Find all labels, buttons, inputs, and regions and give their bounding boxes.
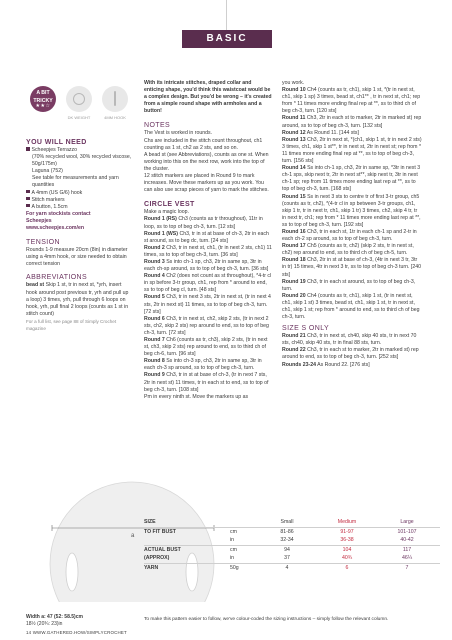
round-label: Round 21	[282, 333, 306, 340]
size-table-cell: 4	[285, 565, 289, 571]
round-text: Ch3, 2tr in st at base of ch-3, (4tr in next 3 tr, 3tr in tr) 15 times, 4tr in next 3 tr, ss to top of beg ch-3 turn. [240 sts]	[282, 257, 421, 278]
round-text: Ch2 (does not count as st throughout), *4-tr cl in sp before 3-tr group, ch1, rep from * around to end, ss to top of beg cl, turn. [48 sts]	[144, 273, 272, 294]
round-instruction	[282, 194, 422, 229]
width-cm: Width a: 47 (52: 58.5)cm	[26, 614, 83, 620]
round-label: Round 20	[282, 292, 306, 299]
size-table-cell: 32-34	[280, 537, 294, 543]
abbreviation-entry	[26, 282, 132, 317]
round-label: Round 8	[144, 358, 165, 365]
stockists-line-1: For yarn stockists contact	[26, 210, 91, 217]
page-footer: 14 WWW.GATHERED.HOW/SIMPLYCROCHET	[26, 630, 127, 635]
size-table-cell: 104	[342, 547, 352, 553]
round-list	[282, 80, 422, 321]
difficulty-line-2: TRICKY	[33, 98, 53, 104]
size-table-cell: 36-38	[340, 537, 354, 543]
abbreviations-heading: ABBREVIATIONS	[26, 274, 88, 282]
round-instruction	[282, 137, 422, 165]
pattern-badges	[26, 86, 134, 134]
materials-list	[26, 147, 132, 232]
size-table-row	[144, 563, 440, 572]
round-instruction	[144, 358, 272, 372]
size-table-cell: in	[230, 555, 235, 561]
round-text: Ch3, 2tr in next st, *(ch1, skip 1 st, tr in next 2 sts) 3 times, ch1, skip 1 st**, tr in next st, 2tr in next st; rep from * 11 times more ending final rep at **, ss to top of beg ch-3, turn. [156 sts]	[282, 136, 422, 165]
round-list	[144, 216, 272, 400]
pattern-column-right	[282, 80, 422, 369]
size-table-cell: YARN	[144, 565, 159, 571]
size-table-header: SIZE Small Medium Large	[144, 519, 414, 525]
bullet-square-icon	[26, 197, 30, 201]
round-text: Ch3 (counts as tr throughout), 11tr in loop, ss to top of beg ch-3, turn. [12 sts]	[144, 216, 263, 230]
size-table-cell: 50g	[230, 565, 239, 571]
round-text: Ss in next 3 sts to centre tr of first 3-tr group, ch5 (counts as tr, ch2), *(4-tr cl in sp between 3-tr groups, ch1, skip 1 tr, tr in next tr, ch1, skip 1 tr) 3 times, ch2, skip 4 tr, tr in next tr, ch1; rep from * 11 times more ending last rep at **, ss to top of beg ch-3, turn. [192 sts]	[282, 193, 421, 228]
size-s-round-list	[282, 333, 422, 368]
size-table-note: To make this pattern easier to follow, we've colour-coded the sizing instructions – simply follow the relevant column.	[144, 617, 389, 622]
size-table-row	[144, 554, 440, 563]
round-instruction	[282, 243, 422, 257]
note-item: Chs are included in the stitch count throughout, ch1 counting as 1 st, ch2 as 2 sts, and so on.	[144, 137, 263, 151]
size-s-heading: SIZE S ONLY	[282, 325, 330, 333]
size-table-cell: 46¼	[401, 555, 413, 561]
size-table-cell: 6	[345, 565, 349, 571]
yarn-ball-icon	[73, 93, 85, 105]
round-instruction	[282, 130, 422, 137]
round-label: Round 4	[144, 273, 165, 280]
round-label: Round 6	[144, 315, 165, 322]
bullet-square-icon	[26, 147, 30, 151]
round-label: Round 16	[282, 228, 306, 235]
round-label: Round 19	[282, 278, 306, 285]
round-text: Ch3, tr in next st, ch40, skip 40 sts, tr in next 70 sts, ch40, skip 40 sts, tr in final 88 sts, turn.	[282, 333, 417, 347]
round-label: Round 7	[144, 337, 165, 343]
round-instruction	[282, 279, 422, 293]
round-label: Round 12	[282, 129, 306, 136]
round-instruction	[282, 115, 422, 129]
round-instruction	[144, 216, 272, 230]
round-instruction	[144, 337, 272, 358]
round-text: Ch3, tr in next st, ch2, skip 2 sts, (tr in next 2 sts, ch2, skip 2 sts) rep around to end, ss to top of beg ch-3, turn. [72 sts]	[144, 315, 269, 336]
round-label: Round 18	[282, 257, 306, 264]
difficulty-line-1: A BIT	[36, 90, 50, 96]
round-instruction	[282, 87, 422, 115]
size-table-cell: 101-107	[397, 529, 417, 535]
round-label: Round 13	[282, 136, 306, 143]
round-text: Ss into ch-1 sp, ch3, 2tr in same sp, *3tr in next 3 ch-1 sps, skip next tr, 2tr in next st**, skip next tr, 3tr in next ch-1 sp; rep from 11 times more ending last rep at **, ss to top of beg ch-3, turn. [168 sts]	[282, 165, 421, 193]
pattern-column-middle	[144, 80, 272, 401]
size-table	[144, 518, 440, 572]
round-label: Round 2	[144, 244, 165, 251]
round-text: Ch3, tr in st at base of ch-3, 2tr in each st around, ss to beg dc, turn. [24 sts]	[144, 230, 269, 244]
size-table-cell: 37	[284, 555, 290, 561]
yarn-weight-caption: DK WEIGHT	[67, 115, 91, 120]
page-title: BASIC CIRCLE	[182, 30, 272, 48]
difficulty-badge	[30, 86, 56, 112]
width-label-a: a	[131, 533, 135, 539]
note-item: A bead st (see Abbreviations), counts as one st. When working into this on the next row, work into the top of the cluster.	[144, 151, 269, 172]
note-item: The Vest is worked in rounds.	[144, 130, 213, 137]
round-instruction	[144, 372, 272, 393]
round-text: Ch3, tr in each st around, ss to top of beg ch-3, turn.	[282, 278, 416, 292]
round-instruction	[144, 231, 272, 245]
round-label: Round 3	[144, 258, 165, 265]
materials-item-markers: Stitch markers	[26, 197, 132, 204]
armhole-left	[66, 553, 78, 591]
size-table-cell: cm	[230, 529, 237, 535]
size-table-cell: TO FIT BUST	[144, 529, 176, 535]
size-table-cell: 40-42	[400, 537, 414, 543]
size-table-cell: 7	[405, 565, 409, 571]
width-measurement	[26, 614, 136, 627]
round-instruction	[144, 245, 272, 259]
round-instruction	[144, 394, 272, 401]
round-label: Round 15	[282, 193, 306, 200]
round-text: Ch4 (counts as tr, ch1), skip 1 st, *(tr in next st, ch1, skip 1 sp) 3 times, bead st, ch1** , tr in next st, ch1; rep from * 11 times more ending final rep at **, ss to third ch of beg ch-3, turn. [120 sts]	[282, 87, 421, 115]
size-table-cell: 94	[284, 547, 290, 553]
round-instruction	[282, 347, 422, 361]
size-table-cell: (APPROX)	[144, 555, 170, 561]
width-in: 18½ (20¾: 23)in	[26, 620, 63, 627]
bullet-square-icon	[26, 204, 30, 208]
materials-item-button: A button, 1.5cm	[26, 204, 132, 211]
notes-list	[144, 130, 272, 194]
round-text: Ch3, tr in next st, ch1, (tr in next 2 sts, ch1) 11 times, ss to top of beg ch-3, turn. [36 sts]	[144, 244, 272, 258]
round-instruction	[282, 229, 422, 243]
round-text: Ch5 (counts as tr, ch2) (skip 2 sts, tr in next st, ch2) rep around to end, ss to third ch of beg ch-5, turn.	[282, 243, 414, 257]
round-instruction	[282, 293, 422, 321]
round-text: Ch3, tr in next 3 sts, 2tr in next st, (tr in next 4 sts, 2tr in next st) 11 times, ss to top of beg ch-3, turn. [72 sts]	[144, 294, 271, 315]
size-table-cell: 40¾	[341, 555, 353, 561]
vest-intro: Make a magic loop.	[144, 209, 189, 216]
hook-size-badge	[102, 86, 128, 112]
tension-heading: TENSION	[26, 239, 60, 247]
round-text: Ch3, tr in st at base of ch-3, (tr in next 7 sts, 2tr in next st) 11 times, tr in each st to end, ss to top of beg ch-3, turn. [108 sts]	[144, 372, 269, 393]
you-will-need-heading: YOU WILL NEED	[26, 139, 87, 146]
round-instruction	[144, 273, 272, 294]
size-table-cell: cm	[230, 547, 237, 553]
round-text: As Round 22. [276 sts]	[317, 361, 370, 368]
size-table-cell: 91-97	[340, 529, 354, 535]
banner-divider	[226, 0, 227, 30]
materials-item-yarn: Scheepjes Terrazzo	[26, 147, 132, 154]
note-item: 12 stitch markers are placed in Round 9 to mark increases. Move these markers up as you work. You can also use scrap pieces of yarn to mark the stitches.	[144, 173, 269, 194]
materials-column	[26, 138, 132, 332]
yarn-weight-badge	[66, 86, 92, 112]
round-text: Ch6 (counts as tr, ch3), skip 2 sts, (tr in next st, ch3, skip 2 sts) rep around to end, ss to third ch of beg ch-6, turn. [96 sts]	[144, 337, 268, 358]
round-text: Ch3, tr in each st to marker, 2tr in marked st) rep around to end, ss to top of beg ch-3, turn. [252 sts]	[282, 347, 419, 361]
intro-text: With its intricate stitches, draped collar and enticing shape, you'd think this waistcoat would be a complex design. But you'd be wrong – it's created from a simple round shape with armholes and a button!	[144, 80, 272, 115]
round-label: Round 17	[282, 243, 306, 250]
round-label: Round 9	[144, 372, 165, 379]
difficulty-stars: ★★☆	[35, 103, 51, 109]
hook-size-caption: 4MM HOOK	[104, 115, 126, 120]
round-instruction	[144, 294, 272, 315]
size-table-row	[144, 545, 440, 554]
round-label: Round 1 (WS)	[144, 230, 178, 237]
size-table-row	[144, 536, 440, 545]
size-table-row	[144, 527, 440, 536]
round-label: Round 22	[282, 347, 306, 354]
round-instruction	[282, 80, 422, 87]
round-text: Ss into ch-3 sp, ch3, 2tr in same sp, 3tr in each ch-3 sp around, ss to top of beg ch-3, turn.	[144, 358, 262, 372]
tension-text: Rounds 1-9 measure 20cm (8in) in diameter using a 4mm hook, or size needed to obtain correct tension	[26, 247, 128, 268]
yarn-quantity-note: See table for measurements and yarn quantities	[32, 175, 119, 189]
round-instruction	[282, 165, 422, 193]
round-text: you work.	[282, 80, 305, 86]
round-text: As Round 11. [144 sts]	[306, 129, 359, 136]
round-text: Ch3, tr in each st, 1tr in each ch-1 sp and 2-tr in each ch-2 sp around, ss to top of beg ch-3, turn.	[282, 228, 417, 243]
stockists-line-2: Scheepjes	[26, 217, 52, 224]
size-table-body	[144, 527, 440, 572]
size-table-cell: 117	[402, 547, 412, 553]
abbreviations-note: For a full list, see page 88 of Simply Crochet magazine	[26, 318, 117, 331]
notes-heading: NOTES	[144, 122, 171, 130]
materials-item-hook: A 4mm (US G/6) hook	[26, 190, 132, 197]
size-table-cell: in	[230, 537, 235, 543]
round-text: Ch4 (counts as tr, ch1), skip 1 st, (tr in next st, ch1, skip 1 st) 3 times, bead st, ch1, skip 1 st, tr in next st, ch1, skip 1 st; rep from * around to end, ss to third ch of beg ch-3, turn.	[282, 292, 420, 321]
yarn-composition: (70% recycled wool, 30% recycled viscose, 50g/175m)	[32, 154, 132, 168]
round-label: Round 1 (RS)	[144, 216, 177, 223]
round-instruction	[282, 362, 422, 369]
round-label: Round 11	[282, 115, 306, 122]
abbreviation-definition: Skip 1 st, tr in next st, *yrh, insert hook around post previous tr, yrh and pull up a loop) 3 times, yrh, pull through 6 loops on hook, yrh, pull final 2 loops (counts as 1 st in stitch count)	[26, 282, 129, 317]
size-table-cell: 81-86	[280, 529, 294, 535]
round-label: Round 5	[144, 294, 165, 301]
round-instruction	[144, 259, 272, 273]
round-instruction	[282, 257, 422, 278]
round-text: Pm in every ninth st. Move the markers up as	[144, 393, 249, 400]
round-label: Round 10	[282, 87, 306, 94]
hook-icon	[114, 91, 116, 106]
round-instruction	[282, 333, 422, 347]
round-text: Ss into ch-1 sp, ch3, 2tr in same sp, 3tr in each ch-sp around, ss to top of beg ch-3, turn. [36 sts]	[144, 258, 269, 273]
round-label: Round 14	[282, 165, 306, 172]
round-label: Rounds 23-24	[282, 361, 317, 368]
stockists-url[interactable]: www.scheepjes.com/en	[26, 225, 85, 232]
size-table-cell: ACTUAL BUST	[144, 547, 181, 553]
yarn-colour: Laguna (752)	[32, 168, 63, 175]
round-text: Ch3, 2tr in each st to marker, 2tr in marked st) rep around, ss to top of beg ch-3, turn. [132 sts]	[282, 115, 422, 129]
abbreviation-term: bead st	[26, 282, 45, 289]
bullet-square-icon	[26, 190, 30, 194]
circle-vest-heading: CIRCLE VEST	[144, 201, 195, 209]
round-instruction	[144, 316, 272, 337]
